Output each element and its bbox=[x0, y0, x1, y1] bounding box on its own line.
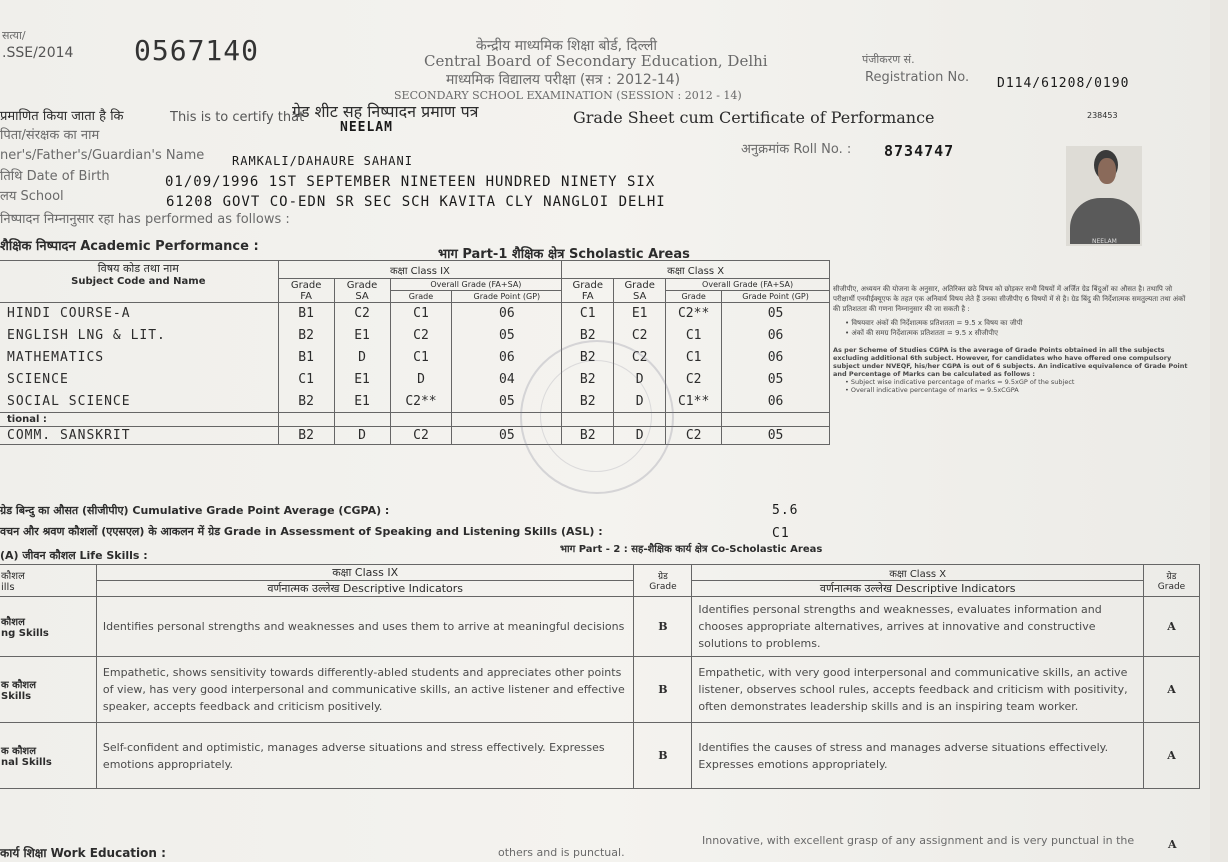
guardian-label: ner's/Father's/Guardian's Name bbox=[0, 148, 205, 163]
c9-fa: C1 bbox=[278, 369, 334, 391]
c10-gp: 06 bbox=[722, 347, 830, 369]
certify-text: This is to certify that bbox=[170, 110, 305, 125]
subject-row bbox=[0, 303, 830, 325]
c9-fa: B1 bbox=[278, 303, 334, 325]
grade-col: Grade bbox=[390, 291, 452, 303]
class10-head-p2: कक्षा Class X bbox=[692, 565, 1144, 581]
photo-face bbox=[1098, 158, 1116, 184]
work-education-c10: Innovative, with excellent grasp of any assignment and is very punctual in the bbox=[702, 834, 1135, 847]
class10-descriptor: Empathetic, with very good interpersonal and communicative skills, an active listener, observes school rules, accepts feedback and criticism with positivity, often demonstrates leadership skills and is an inspiring team worker. bbox=[692, 657, 1144, 723]
serial-number: 0567140 bbox=[134, 34, 260, 67]
c9-gp: 06 bbox=[452, 347, 562, 369]
class9-grade: B bbox=[634, 597, 692, 657]
cgpa-note-hindi-b1: • विषयवार अंकों की निर्देशात्मक प्रतिशतता = 9.5 x विषय का जीपी bbox=[845, 319, 1023, 327]
certificate-title-hindi: ग्रेड शीट सह निष्पादन प्रमाण पत्र bbox=[292, 102, 479, 121]
asl-label: वचन और श्रवण कौशलों (एएसएल) के आकलन में ग्रेड Grade in Assessment of Speaking and Listening Skills (ASL) : bbox=[0, 525, 603, 538]
c10-gp: 05 bbox=[722, 369, 830, 391]
c10-grade: C1 bbox=[666, 325, 722, 347]
c10-sa: E1 bbox=[614, 303, 666, 325]
c9-sa: E1 bbox=[334, 391, 390, 413]
life-skills-body bbox=[0, 597, 1200, 789]
additional-subject-row bbox=[0, 427, 830, 445]
class9-descriptor: Identifies personal strengths and weaknesses and uses them to arrive at meaningful decisions bbox=[96, 597, 634, 657]
c9-fa: B2 bbox=[278, 325, 334, 347]
class10-head: कक्षा Class X bbox=[562, 261, 830, 279]
guardian-label-hindi: पिता/संरक्षक का नाम bbox=[0, 128, 100, 143]
c9-gp: 05 bbox=[452, 325, 562, 347]
gp-col: Grade Point (GP) bbox=[452, 291, 562, 303]
grade-fa-head: Grade FA bbox=[278, 279, 334, 303]
scholastic-table bbox=[0, 260, 830, 445]
add-c9-sa: D bbox=[334, 427, 390, 445]
class10-grade: A bbox=[1144, 597, 1200, 657]
c10-grade: C1** bbox=[666, 391, 722, 413]
add-c9-grade: C2 bbox=[390, 427, 452, 445]
cgpa-note-eng-b2: • Overall indicative percentage of marks = 9.5xCGPA bbox=[845, 386, 1019, 394]
c9-sa: E1 bbox=[334, 369, 390, 391]
add-c10-grade: C2 bbox=[666, 427, 722, 445]
grade-head-9: ग्रेड Grade bbox=[634, 565, 692, 597]
class9-grade: B bbox=[634, 723, 692, 789]
registration-label-hindi: पंजीकरण सं. bbox=[862, 53, 915, 66]
c10-fa: B2 bbox=[562, 325, 614, 347]
sr-label: सत्या/ bbox=[2, 29, 26, 42]
subject-row bbox=[0, 391, 830, 413]
academic-performance-label: शैक्षिक निष्पादन Academic Performance : bbox=[0, 239, 259, 254]
grade-sa-head: Grade SA bbox=[334, 279, 390, 303]
cgpa-note-eng-b1: • Subject wise indicative percentage of marks = 9.5xGP of the subject bbox=[845, 378, 1075, 386]
subject-row bbox=[0, 369, 830, 391]
subject-name: ENGLISH LNG & LIT. bbox=[0, 325, 278, 347]
performed-text: निष्पादन निम्नानुसार रहा has performed as follows : bbox=[0, 212, 290, 227]
dob-label: तिथि Date of Birth bbox=[0, 169, 110, 184]
c9-grade: C1 bbox=[390, 347, 452, 369]
work-education-label: कार्य शिक्षा Work Education : bbox=[0, 846, 166, 860]
student-name: NEELAM bbox=[340, 120, 393, 135]
cgpa-note-hindi: सीजीपीए, अध्ययन की योजना के अनुसार, अतिरिक्त छठे विषय को छोड़कर सभी विषयों में अर्जित ग्रेड बिंदुओं का औसत है। तथापि जो परीक्षार्थी एनवीईक्यूएफ के तहत एक अनिवार्य विषय लेते हैं उनका सीजीपीए 6 विषयों में से है। ग्रेड बिंदु की निर्देशात्मक समतुल्यता तथा अंकों की प्रतिशतता की गणना निम्नानुसार की जा सकती है : bbox=[833, 285, 1186, 313]
c10-sa: C2 bbox=[614, 347, 666, 369]
asl-value: C1 bbox=[772, 526, 790, 541]
c9-fa: B1 bbox=[278, 347, 334, 369]
c10-fa: B2 bbox=[562, 391, 614, 413]
sr-prefix: .SSE/2014 bbox=[2, 45, 74, 61]
c10-grade: C2 bbox=[666, 369, 722, 391]
additional-label-row bbox=[0, 413, 830, 427]
overall-head-10: Overall Grade (FA+SA) bbox=[666, 279, 830, 291]
c9-sa: E1 bbox=[334, 325, 390, 347]
exam-name-hindi: माध्यमिक विद्यालय परीक्षा (सत्र : 2012-14) bbox=[446, 72, 681, 88]
subject-name: SOCIAL SCIENCE bbox=[0, 391, 278, 413]
c10-sa: D bbox=[614, 391, 666, 413]
c10-fa: B2 bbox=[562, 369, 614, 391]
cgpa-note-english: As per Scheme of Studies CGPA is the average of Grade Points obtained in all the subjects excluding additional 6th subject. However, for candidates who have offered one compulsory subject under NVEQF, his/her CGPA is out of 6 subjects. An indicative equivalence of Grade Point and Percentage of Marks can be calculated as follows : bbox=[833, 346, 1188, 378]
work-education-c9: others and is punctual. bbox=[498, 846, 625, 859]
class10-descriptor: Identifies personal strengths and weaknesses, evaluates information and chooses appropriate alternatives, arrives at innovative and constructive solutions to problems. bbox=[692, 597, 1144, 657]
class10-descriptor: Identifies the causes of stress and manages adverse situations effectively. Expresses emotions appropriately. bbox=[692, 723, 1144, 789]
subjects-body bbox=[0, 303, 830, 413]
school-name: 61208 GOVT CO-EDN SR SEC SCH KAVITA CLY NANGLOI DELHI bbox=[166, 194, 666, 210]
class9-grade: B bbox=[634, 657, 692, 723]
c10-gp: 06 bbox=[722, 325, 830, 347]
document-code: 238453 bbox=[1087, 111, 1118, 120]
subject-name: HINDI COURSE-A bbox=[0, 303, 278, 325]
c9-grade: C2 bbox=[390, 325, 452, 347]
subject-name: SCIENCE bbox=[0, 369, 278, 391]
add-c10-sa: D bbox=[614, 427, 666, 445]
c10-gp: 06 bbox=[722, 391, 830, 413]
add-c10-fa: B2 bbox=[562, 427, 614, 445]
grade-fa-head-10: Grade FA bbox=[562, 279, 614, 303]
part2-title: भाग Part - 2 : सह-शैक्षिक कार्य क्षेत्र Co-Scholastic Areas bbox=[560, 544, 823, 555]
life-skill-row bbox=[0, 723, 1200, 789]
grade-sa-head-10: Grade SA bbox=[614, 279, 666, 303]
life-skill-row bbox=[0, 597, 1200, 657]
cgpa-value: 5.6 bbox=[772, 503, 799, 518]
additional-label: tional : bbox=[0, 413, 278, 427]
grade-head-10: ग्रेड Grade bbox=[1144, 565, 1200, 597]
c10-fa: B2 bbox=[562, 347, 614, 369]
subject-head-hindi: विषय कोड तथा नाम bbox=[97, 262, 179, 275]
work-education-grade: A bbox=[1168, 838, 1177, 851]
subject-name: MATHEMATICS bbox=[0, 347, 278, 369]
class10-grade: A bbox=[1144, 723, 1200, 789]
roll-number-label: अनुक्रमांक Roll No. : bbox=[741, 142, 852, 157]
class9-head-p2: कक्षा Class IX bbox=[96, 565, 634, 581]
part1-title: भाग Part-1 शैक्षिक क्षेत्र Scholastic Areas bbox=[438, 247, 690, 262]
c9-gp: 06 bbox=[452, 303, 562, 325]
date-of-birth: 01/09/1996 1ST SEPTEMBER NINETEEN HUNDRED NINETY SIX bbox=[165, 174, 656, 190]
c9-sa: C2 bbox=[334, 303, 390, 325]
co-scholastic-table bbox=[0, 564, 1200, 789]
photo-caption: NEELAM bbox=[1092, 238, 1117, 245]
overall-head: Overall Grade (FA+SA) bbox=[390, 279, 562, 291]
certify-text-hindi: प्रमाणित किया जाता है कि bbox=[0, 109, 124, 124]
subject-row bbox=[0, 325, 830, 347]
class9-descriptor: Self-confident and optimistic, manages adverse situations and stress effectively. Expresses emotions appropriately. bbox=[96, 723, 634, 789]
exam-name: SECONDARY SCHOOL EXAMINATION (SESSION : 2012 - 14) bbox=[394, 89, 742, 102]
c9-sa: D bbox=[334, 347, 390, 369]
life-skill-row bbox=[0, 657, 1200, 723]
c9-grade: C2** bbox=[390, 391, 452, 413]
subject-head: Subject Code and Name bbox=[71, 276, 206, 287]
cgpa-note-hindi-b2: • अंकों की समग्र निर्देशात्मक प्रतिशतता = 9.5 x सीजीपीए bbox=[845, 329, 998, 337]
skill-name: क कौशल Skills bbox=[0, 657, 96, 723]
board-name: Central Board of Secondary Education, Delhi bbox=[424, 52, 768, 70]
class9-head: कक्षा Class IX bbox=[278, 261, 562, 279]
school-label: लय School bbox=[0, 189, 64, 204]
c10-sa: D bbox=[614, 369, 666, 391]
c9-grade: D bbox=[390, 369, 452, 391]
class10-grade: A bbox=[1144, 657, 1200, 723]
c10-grade: C1 bbox=[666, 347, 722, 369]
cgpa-note bbox=[833, 284, 1189, 394]
gp-col-10: Grade Point (GP) bbox=[722, 291, 830, 303]
life-skills-label: (A) जीवन कौशल Life Skills : bbox=[0, 549, 148, 562]
board-name-hindi: केन्द्रीय माध्यमिक शिक्षा बोर्ड, दिल्ली bbox=[476, 38, 658, 54]
roll-number: 8734747 bbox=[884, 142, 955, 160]
c10-fa: C1 bbox=[562, 303, 614, 325]
skill-col-head: कौशल ills bbox=[0, 565, 96, 597]
certificate-title: Grade Sheet cum Certificate of Performance bbox=[573, 108, 935, 127]
c9-gp: 04 bbox=[452, 369, 562, 391]
desc-head-9: वर्णनात्मक उल्लेख Descriptive Indicators bbox=[96, 581, 634, 597]
c9-grade: C1 bbox=[390, 303, 452, 325]
c10-grade: C2** bbox=[666, 303, 722, 325]
registration-label: Registration No. bbox=[865, 70, 970, 85]
add-c10-gp: 05 bbox=[722, 427, 830, 445]
registration-number: D114/61208/0190 bbox=[997, 76, 1130, 91]
c10-sa: C2 bbox=[614, 325, 666, 347]
additional-subject-name: COMM. SANSKRIT bbox=[0, 427, 278, 445]
board-seal-inner bbox=[540, 360, 652, 472]
add-c9-gp: 05 bbox=[452, 427, 562, 445]
subject-row bbox=[0, 347, 830, 369]
desc-head-10: वर्णनात्मक उल्लेख Descriptive Indicators bbox=[692, 581, 1144, 597]
cgpa-label: ग्रेड बिन्दु का औसत (सीजीपीए) Cumulative Grade Point Average (CGPA) : bbox=[0, 504, 390, 517]
guardian-name: RAMKALI/DAHAURE SAHANI bbox=[232, 154, 413, 168]
class9-descriptor: Empathetic, shows sensitivity towards differently-abled students and appreciates other points of view, has very good interpersonal and communicative skills, an active listener and effective speaker, accepts feedback and criticism positively. bbox=[96, 657, 634, 723]
add-c9-fa: B2 bbox=[278, 427, 334, 445]
skill-name: क कौशल nal Skills bbox=[0, 723, 96, 789]
c9-fa: B2 bbox=[278, 391, 334, 413]
grade-col-10: Grade bbox=[666, 291, 722, 303]
skill-name: कौशल ng Skills bbox=[0, 597, 96, 657]
c10-gp: 05 bbox=[722, 303, 830, 325]
c9-gp: 05 bbox=[452, 391, 562, 413]
